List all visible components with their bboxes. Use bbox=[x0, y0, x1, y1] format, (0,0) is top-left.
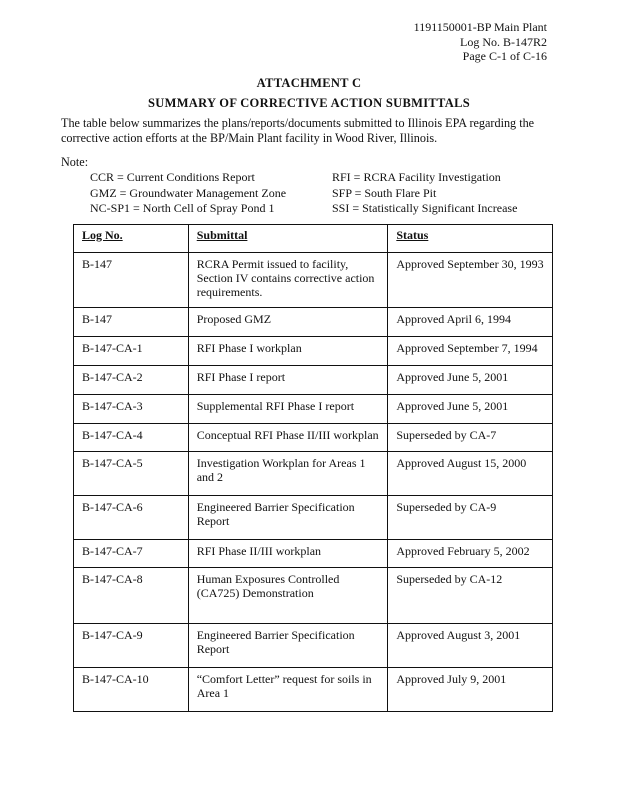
table-row bbox=[74, 540, 553, 568]
log-cell: B-147-CA-6 bbox=[74, 496, 189, 540]
abbreviation-list-left bbox=[90, 170, 286, 217]
status-cell: Approved July 9, 2001 bbox=[388, 668, 553, 712]
submittals-table bbox=[73, 224, 553, 712]
table-row bbox=[74, 496, 553, 540]
log-cell: B-147-CA-9 bbox=[74, 624, 189, 668]
table-row bbox=[74, 452, 553, 496]
column-header-submittal: Submittal bbox=[188, 225, 388, 253]
table-row bbox=[74, 366, 553, 395]
facility-id: 1191150001-BP Main Plant bbox=[413, 20, 547, 34]
status-cell: Approved June 5, 2001 bbox=[388, 395, 553, 424]
abbreviation-item: CCR = Current Conditions Report bbox=[90, 170, 255, 184]
log-cell: B-147 bbox=[74, 308, 189, 337]
status-cell: Approved September 30, 1993 bbox=[388, 253, 553, 308]
submittal-cell: Engineered Barrier Specification Report bbox=[188, 496, 388, 540]
submittal-cell: Engineered Barrier Specification Report bbox=[188, 624, 388, 668]
log-cell: B-147-CA-1 bbox=[74, 337, 189, 366]
submittal-cell: RFI Phase I workplan bbox=[188, 337, 388, 366]
note-label: Note: bbox=[61, 155, 89, 169]
page-header bbox=[414, 20, 547, 64]
log-cell: B-147-CA-10 bbox=[74, 668, 189, 712]
status-cell: Approved April 6, 1994 bbox=[388, 308, 553, 337]
table-row bbox=[74, 424, 553, 452]
abbreviation-item: NC-SP1 = North Cell of Spray Pond 1 bbox=[90, 201, 275, 215]
column-header-status: Status bbox=[388, 225, 553, 253]
status-cell: Approved September 7, 1994 bbox=[388, 337, 553, 366]
abbreviation-list-right bbox=[332, 170, 517, 217]
intro-paragraph: The table below summarizes the plans/reports/documents submitted to Illinois EPA regarding the corrective action efforts at the BP/Main Plant facility in Wood River, Illinois. bbox=[61, 116, 535, 145]
table-row bbox=[74, 253, 553, 308]
submittal-cell: RCRA Permit issued to facility, Section IV contains corrective action requirements. bbox=[188, 253, 388, 308]
table-row bbox=[74, 337, 553, 366]
status-cell: Superseded by CA-9 bbox=[388, 496, 553, 540]
log-cell: B-147 bbox=[74, 253, 189, 308]
abbreviation-item: GMZ = Groundwater Management Zone bbox=[90, 185, 287, 200]
log-cell: B-147-CA-8 bbox=[74, 568, 189, 624]
status-cell: Approved June 5, 2001 bbox=[388, 366, 553, 395]
attachment-title: ATTACHMENT C bbox=[256, 76, 362, 90]
status-cell: Superseded by CA-7 bbox=[388, 424, 553, 452]
submittal-cell: Investigation Workplan for Areas 1 and 2 bbox=[188, 452, 388, 496]
log-cell: B-147-CA-4 bbox=[74, 424, 189, 452]
abbreviation-item: RFI = RCRA Facility Investigation bbox=[332, 170, 501, 184]
status-cell: Approved August 3, 2001 bbox=[388, 624, 553, 668]
page-number: Page C-1 of C-16 bbox=[462, 49, 547, 63]
submittal-cell: Supplemental RFI Phase I report bbox=[188, 395, 388, 424]
log-cell: B-147-CA-5 bbox=[74, 452, 189, 496]
table-row bbox=[74, 308, 553, 337]
submittal-cell: RFI Phase II/III workplan bbox=[188, 540, 388, 568]
table-row bbox=[74, 624, 553, 668]
submittal-cell: “Comfort Letter” request for soils in Area 1 bbox=[188, 668, 388, 712]
log-cell: B-147-CA-7 bbox=[74, 540, 189, 568]
submittal-cell: Proposed GMZ bbox=[188, 308, 388, 337]
submittal-cell: RFI Phase I report bbox=[188, 366, 388, 395]
abbreviation-item: SSI = Statistically Significant Increase bbox=[332, 201, 518, 215]
column-header-log-no: Log No. bbox=[74, 225, 189, 253]
table-row bbox=[74, 568, 553, 624]
table-row bbox=[74, 668, 553, 712]
log-cell: B-147-CA-2 bbox=[74, 366, 189, 395]
table-row bbox=[74, 395, 553, 424]
submittal-cell: Conceptual RFI Phase II/III workplan bbox=[188, 424, 388, 452]
log-cell: B-147-CA-3 bbox=[74, 395, 189, 424]
status-cell: Superseded by CA-12 bbox=[388, 568, 553, 624]
submittal-cell: Human Exposures Controlled (CA725) Demonstration bbox=[188, 568, 388, 624]
table-header-row bbox=[74, 225, 553, 253]
status-cell: Approved February 5, 2002 bbox=[388, 540, 553, 568]
log-number: Log No. B-147R2 bbox=[460, 34, 547, 49]
summary-title: SUMMARY OF CORRECTIVE ACTION SUBMITTALS bbox=[148, 96, 470, 110]
status-cell: Approved August 15, 2000 bbox=[388, 452, 553, 496]
abbreviation-item: SFP = South Flare Pit bbox=[332, 185, 437, 200]
